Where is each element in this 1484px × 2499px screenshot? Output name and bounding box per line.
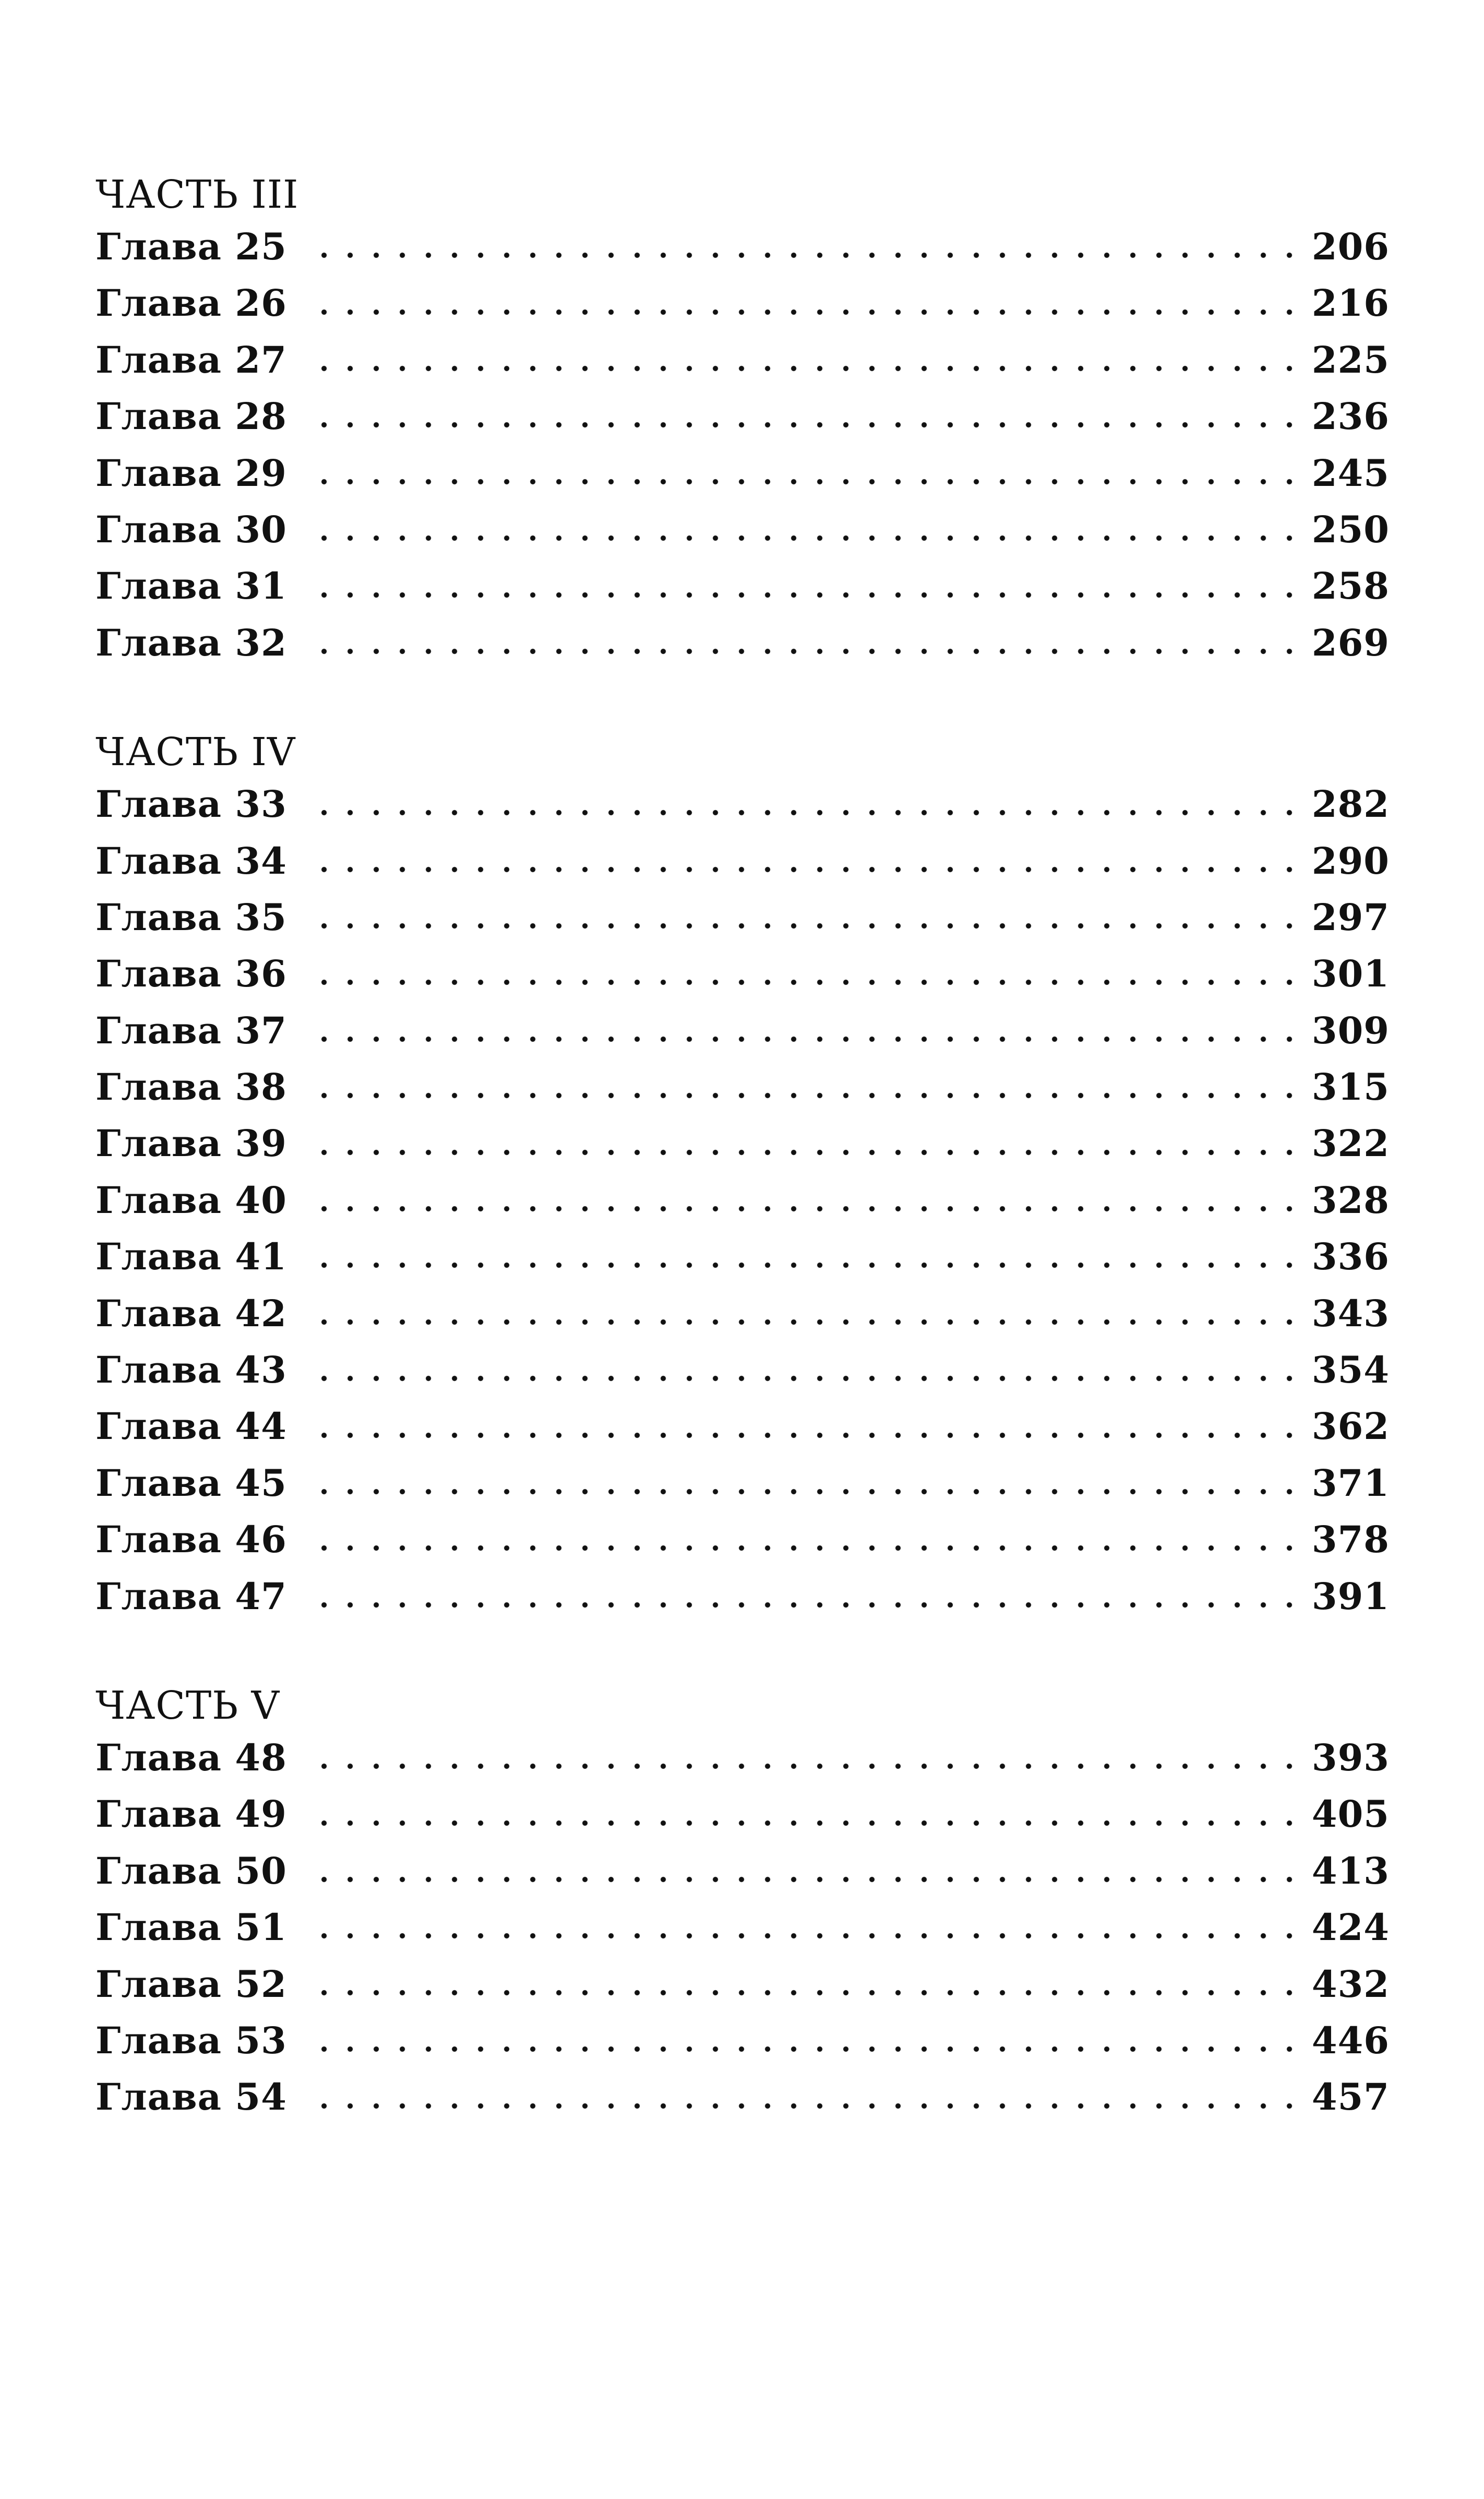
part-title: ЧАСТЬ V xyxy=(95,1683,280,1728)
toc-entry[interactable] xyxy=(95,332,1390,388)
dot-leader xyxy=(317,1874,1302,1885)
page-number: 309 xyxy=(1311,1008,1390,1052)
toc-entry[interactable] xyxy=(95,558,1390,614)
toc-entry[interactable] xyxy=(95,502,1390,558)
chapter-label: Глава 49 xyxy=(95,1792,287,1836)
dot-leader xyxy=(317,2101,1302,2111)
chapter-label: Глава 35 xyxy=(95,895,287,939)
dot-leader xyxy=(317,1430,1302,1441)
chapter-label: Глава 27 xyxy=(95,338,287,382)
page-number: 457 xyxy=(1311,2075,1390,2119)
page-number: 250 xyxy=(1311,507,1390,551)
chapter-label: Глава 32 xyxy=(95,621,287,664)
chapter-label: Глава 33 xyxy=(95,782,287,826)
page-number: 378 xyxy=(1311,1518,1390,1562)
dot-leader xyxy=(317,363,1302,374)
toc-entry[interactable] xyxy=(95,946,1390,1002)
chapter-label: Глава 36 xyxy=(95,952,287,996)
page-number: 362 xyxy=(1311,1405,1390,1448)
page-number: 245 xyxy=(1311,451,1390,495)
chapter-label: Глава 25 xyxy=(95,225,287,268)
page-number: 301 xyxy=(1311,952,1390,996)
toc-entry[interactable] xyxy=(95,1172,1390,1229)
dot-leader xyxy=(317,1373,1302,1384)
chapter-label: Глава 52 xyxy=(95,1962,287,2006)
page-number: 282 xyxy=(1311,782,1390,826)
page-number: 236 xyxy=(1311,395,1390,438)
dot-leader xyxy=(317,1818,1302,1828)
page-number: 297 xyxy=(1311,895,1390,939)
toc-entry[interactable] xyxy=(95,1455,1390,1512)
dot-leader xyxy=(317,1147,1302,1158)
toc-entry[interactable] xyxy=(95,776,1390,832)
chapter-label: Глава 47 xyxy=(95,1574,287,1618)
chapter-label: Глава 50 xyxy=(95,1849,287,1893)
toc-part xyxy=(95,172,1390,671)
toc-entry[interactable] xyxy=(95,388,1390,445)
toc-entry[interactable] xyxy=(95,1568,1390,1625)
page-number: 328 xyxy=(1311,1178,1390,1222)
chapter-label: Глава 39 xyxy=(95,1122,287,1165)
toc-entry[interactable] xyxy=(95,1115,1390,1172)
toc-entry[interactable] xyxy=(95,1286,1390,1342)
toc-entry[interactable] xyxy=(95,1398,1390,1455)
dot-leader xyxy=(317,307,1302,317)
chapter-label: Глава 38 xyxy=(95,1065,287,1109)
toc-entry[interactable] xyxy=(95,833,1390,889)
page-number: 343 xyxy=(1311,1291,1390,1335)
dot-leader xyxy=(317,1034,1302,1044)
page-number: 315 xyxy=(1311,1065,1390,1109)
dot-leader xyxy=(317,533,1302,543)
chapter-label: Глава 43 xyxy=(95,1348,287,1392)
chapter-label: Глава 34 xyxy=(95,839,287,883)
page-number: 206 xyxy=(1311,225,1390,268)
toc-entry[interactable] xyxy=(95,1843,1390,1899)
chapter-label: Глава 40 xyxy=(95,1178,287,1222)
page-number: 354 xyxy=(1311,1348,1390,1392)
toc-entry[interactable] xyxy=(95,1003,1390,1059)
chapter-label: Глава 37 xyxy=(95,1008,287,1052)
chapter-label: Глава 54 xyxy=(95,2075,287,2119)
page-number: 216 xyxy=(1311,281,1390,325)
dot-leader xyxy=(317,646,1302,657)
page-number: 424 xyxy=(1311,1906,1390,1949)
dot-leader xyxy=(317,1486,1302,1497)
toc-entry[interactable] xyxy=(95,1342,1390,1398)
toc-entry[interactable] xyxy=(95,1512,1390,1568)
toc-entry[interactable] xyxy=(95,1786,1390,1842)
dot-leader xyxy=(317,420,1302,430)
toc-entry[interactable] xyxy=(95,1956,1390,2013)
chapter-label: Глава 28 xyxy=(95,395,287,438)
chapter-label: Глава 41 xyxy=(95,1235,287,1279)
dot-leader xyxy=(317,250,1302,260)
chapter-label: Глава 44 xyxy=(95,1405,287,1448)
toc-entry[interactable] xyxy=(95,2069,1390,2125)
dot-leader xyxy=(317,1600,1302,1610)
chapter-label: Глава 30 xyxy=(95,507,287,551)
chapter-label: Глава 51 xyxy=(95,1906,287,1949)
dot-leader xyxy=(317,1317,1302,1327)
page-number: 405 xyxy=(1311,1792,1390,1836)
page-number: 225 xyxy=(1311,338,1390,382)
chapter-label: Глава 31 xyxy=(95,564,287,608)
page-number: 393 xyxy=(1311,1735,1390,1779)
page-number: 336 xyxy=(1311,1235,1390,1279)
chapter-label: Глава 42 xyxy=(95,1291,287,1335)
page-number: 432 xyxy=(1311,1962,1390,2006)
chapter-label: Глава 48 xyxy=(95,1735,287,1779)
part-title: ЧАСТЬ IV xyxy=(95,730,296,775)
dot-leader xyxy=(317,590,1302,600)
page-number: 446 xyxy=(1311,2018,1390,2062)
page-number: 258 xyxy=(1311,564,1390,608)
toc-entry[interactable] xyxy=(95,219,1390,275)
chapter-label: Глава 29 xyxy=(95,451,287,495)
toc-entry[interactable] xyxy=(95,615,1390,671)
toc-entry[interactable] xyxy=(95,1730,1390,1786)
dot-leader xyxy=(317,477,1302,487)
toc-entry[interactable] xyxy=(95,1229,1390,1285)
dot-leader xyxy=(317,1988,1302,1998)
dot-leader xyxy=(317,977,1302,987)
chapter-label: Глава 46 xyxy=(95,1518,287,1562)
toc-part xyxy=(95,730,1390,1625)
dot-leader xyxy=(317,1543,1302,1553)
dot-leader xyxy=(317,1204,1302,1214)
page-number: 413 xyxy=(1311,1849,1390,1893)
dot-leader xyxy=(317,1090,1302,1101)
page-number: 391 xyxy=(1311,1574,1390,1618)
dot-leader xyxy=(317,864,1302,875)
dot-leader xyxy=(317,1260,1302,1270)
page-number: 322 xyxy=(1311,1122,1390,1165)
chapter-label: Глава 26 xyxy=(95,281,287,325)
toc-entry[interactable] xyxy=(95,1899,1390,1956)
toc-entry[interactable] xyxy=(95,1059,1390,1115)
chapter-label: Глава 53 xyxy=(95,2018,287,2062)
dot-leader xyxy=(317,2044,1302,2054)
page-number: 371 xyxy=(1311,1461,1390,1505)
part-title: ЧАСТЬ III xyxy=(95,172,299,217)
toc-entry[interactable] xyxy=(95,275,1390,331)
dot-leader xyxy=(317,1931,1302,1941)
toc-part xyxy=(95,1683,1390,2126)
toc-entry[interactable] xyxy=(95,889,1390,946)
dot-leader xyxy=(317,921,1302,931)
dot-leader xyxy=(317,1761,1302,1771)
chapter-label: Глава 45 xyxy=(95,1461,287,1505)
page-number: 269 xyxy=(1311,621,1390,664)
dot-leader xyxy=(317,807,1302,818)
page-number: 290 xyxy=(1311,839,1390,883)
table-of-contents xyxy=(95,172,1390,2126)
toc-entry[interactable] xyxy=(95,445,1390,502)
toc-entry[interactable] xyxy=(95,2013,1390,2069)
